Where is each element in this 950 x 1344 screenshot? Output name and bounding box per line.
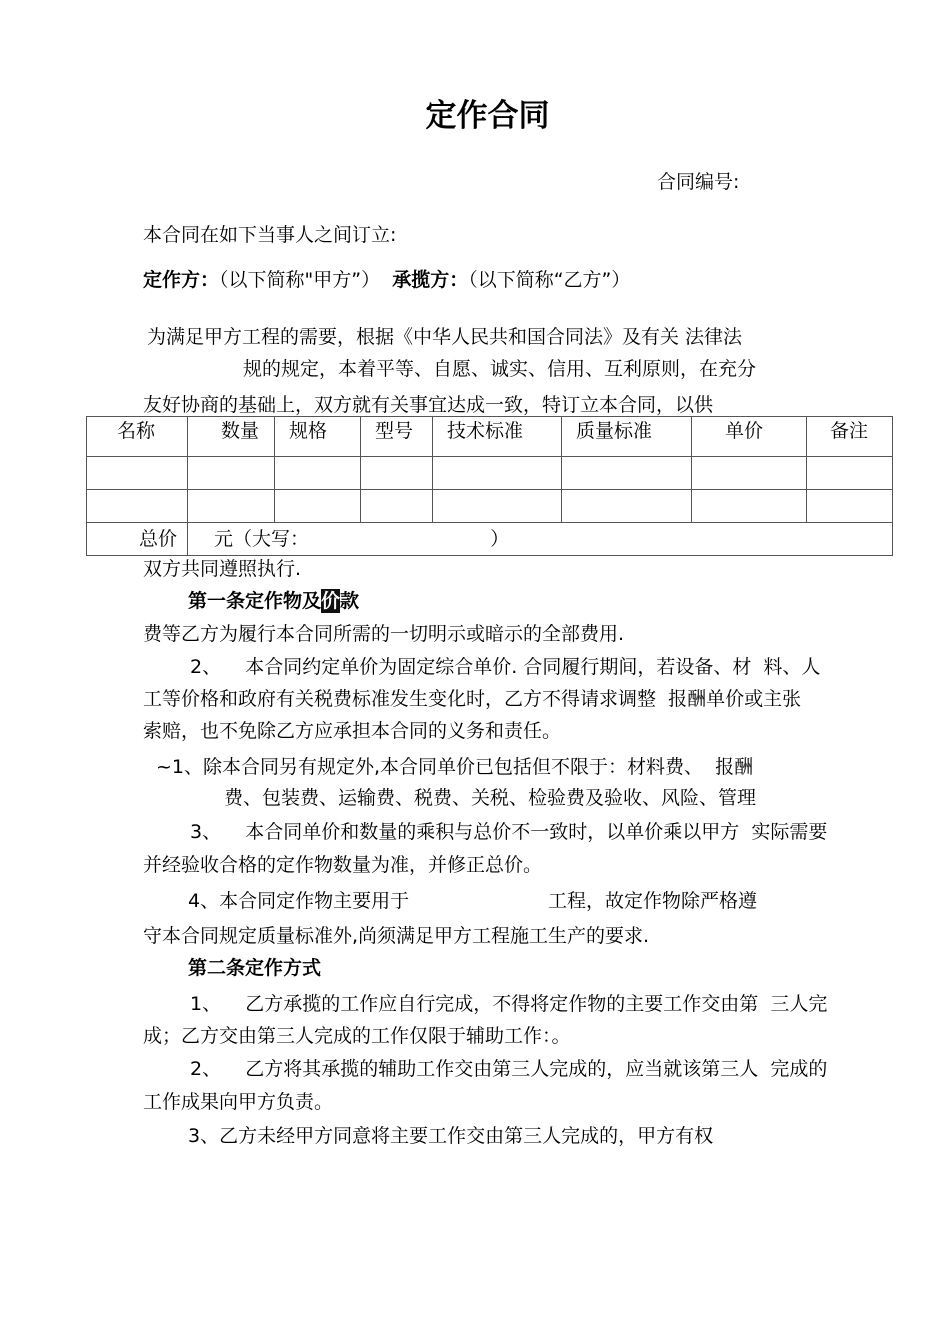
article-1-p3-line-2: 并经验收合格的定作物数量为准，并修正总价。: [143, 854, 543, 876]
table-cell: [188, 457, 275, 490]
total-value: 元（大写： ）: [188, 523, 893, 556]
article-1-p4-line-2: 守本合同规定质量标准外,尚须满足甲方工程施工生产的要求.: [143, 925, 650, 947]
article-2-heading: 第二条定作方式: [188, 957, 322, 979]
preamble-line-2: 规的规定，本着平等、自愿、诚实、信用、互利原则，在充分: [243, 358, 757, 380]
table-cell: [807, 457, 893, 490]
table-header-cell: 技术标准: [433, 417, 562, 457]
article-2-p1-line-2: 成；乙方交由第三人完成的工作仅限于辅助工作：。: [143, 1025, 571, 1047]
article-1-p2-line-2: 工等价格和政府有关税费标准发生变化时，乙方不得请求调整 报酬单价或主张: [143, 688, 802, 710]
article-1-p2-line-3: 索赔，也不免除乙方应承担本合同的义务和责任。: [143, 720, 562, 742]
article-1-p3-line-1: 3、 本合同单价和数量的乘积与总价不一致时，以单价乘以甲方 实际需要: [190, 821, 828, 843]
table-cell: [275, 490, 361, 523]
table-cell: [87, 490, 188, 523]
table-header-cell: 数量: [188, 417, 275, 457]
article-1-p4-line-1: 4、本合同定作物主要用于 工程，故定作物除严格遵: [188, 890, 757, 912]
article-2-p2-line-1: 2、 乙方将其承揽的辅助工作交由第三人完成的，应当就该第三人 完成的: [190, 1058, 828, 1080]
table-cell: [807, 490, 893, 523]
preamble-line-1: 为满足甲方工程的需要，根据《中华人民共和国合同法》及有关 法律法: [147, 326, 743, 348]
party-b-label: 承揽方：: [392, 269, 469, 291]
table-header-cell: 名称: [87, 417, 188, 457]
party-a-label: 定作方：: [143, 269, 220, 291]
table-cell: [562, 490, 692, 523]
table-header-cell: 规格: [275, 417, 361, 457]
goods-table: [86, 416, 893, 556]
article-2-p1-line-1: 1、 乙方承揽的工作应自行完成，不得将定作物的主要工作交由第 三人完: [190, 993, 828, 1015]
intro-text: 本合同在如下当事人之间订立:: [143, 224, 397, 246]
table-cell: [692, 457, 807, 490]
table-cell: [87, 457, 188, 490]
article-2-p2-line-2: 工作成果向甲方负责。: [143, 1091, 334, 1113]
article-1-p1-line-1: ~1、除本合同另有规定外,本合同单价已包括但不限于：材料费、 报酬: [156, 756, 754, 778]
article-1-fees-tail: 费等乙方为履行本合同所需的一切明示或暗示的全部费用.: [143, 623, 625, 645]
table-header-cell: 单价: [692, 417, 807, 457]
article-1-heading: [188, 589, 359, 613]
table-header-cell: 备注: [807, 417, 893, 457]
document-title: 定作合同: [425, 98, 550, 134]
table-cell: [188, 490, 275, 523]
article-1-p2-line-1: 2、 本合同约定单价为固定综合单价. 合同履行期间，若设备、材 料、人: [190, 656, 821, 678]
table-cell: [275, 457, 361, 490]
total-label: 总价: [87, 523, 188, 556]
table-cell: [433, 490, 562, 523]
table-row: [87, 490, 893, 523]
party-b-note: （以下简称“乙方”）: [468, 269, 631, 291]
contract-number-label: 合同编号:: [657, 171, 740, 193]
article-1-heading-tail: 款: [340, 590, 360, 612]
table-header-cell: 质量标准: [562, 417, 692, 457]
article-1-heading-text: 第一条定作物及: [188, 590, 322, 612]
table-cell: [433, 457, 562, 490]
preamble-line-3: 友好协商的基础上，双方就有关事宜达成一致，特订立本合同，以供: [143, 394, 714, 416]
table-cell: [562, 457, 692, 490]
table-total-row: [87, 523, 893, 556]
table-cell: [361, 490, 433, 523]
table-header-cell: 型号: [361, 417, 433, 457]
table-header-row: [87, 417, 893, 457]
table-cell: [361, 457, 433, 490]
parties-line: [143, 268, 630, 292]
after-table-text: 双方共同遵照执行.: [143, 558, 302, 580]
party-a-note: （以下简称"甲方”）: [219, 269, 381, 291]
redaction-mark: 价: [321, 590, 341, 612]
article-2-p3-line-1: 3、乙方未经甲方同意将主要工作交由第三人完成的，甲方有权: [188, 1125, 714, 1147]
article-1-p1-line-2: 费、包装费、运输费、税费、关税、检验费及验收、风险、管理: [224, 787, 757, 809]
table-cell: [692, 490, 807, 523]
table-row: [87, 457, 893, 490]
